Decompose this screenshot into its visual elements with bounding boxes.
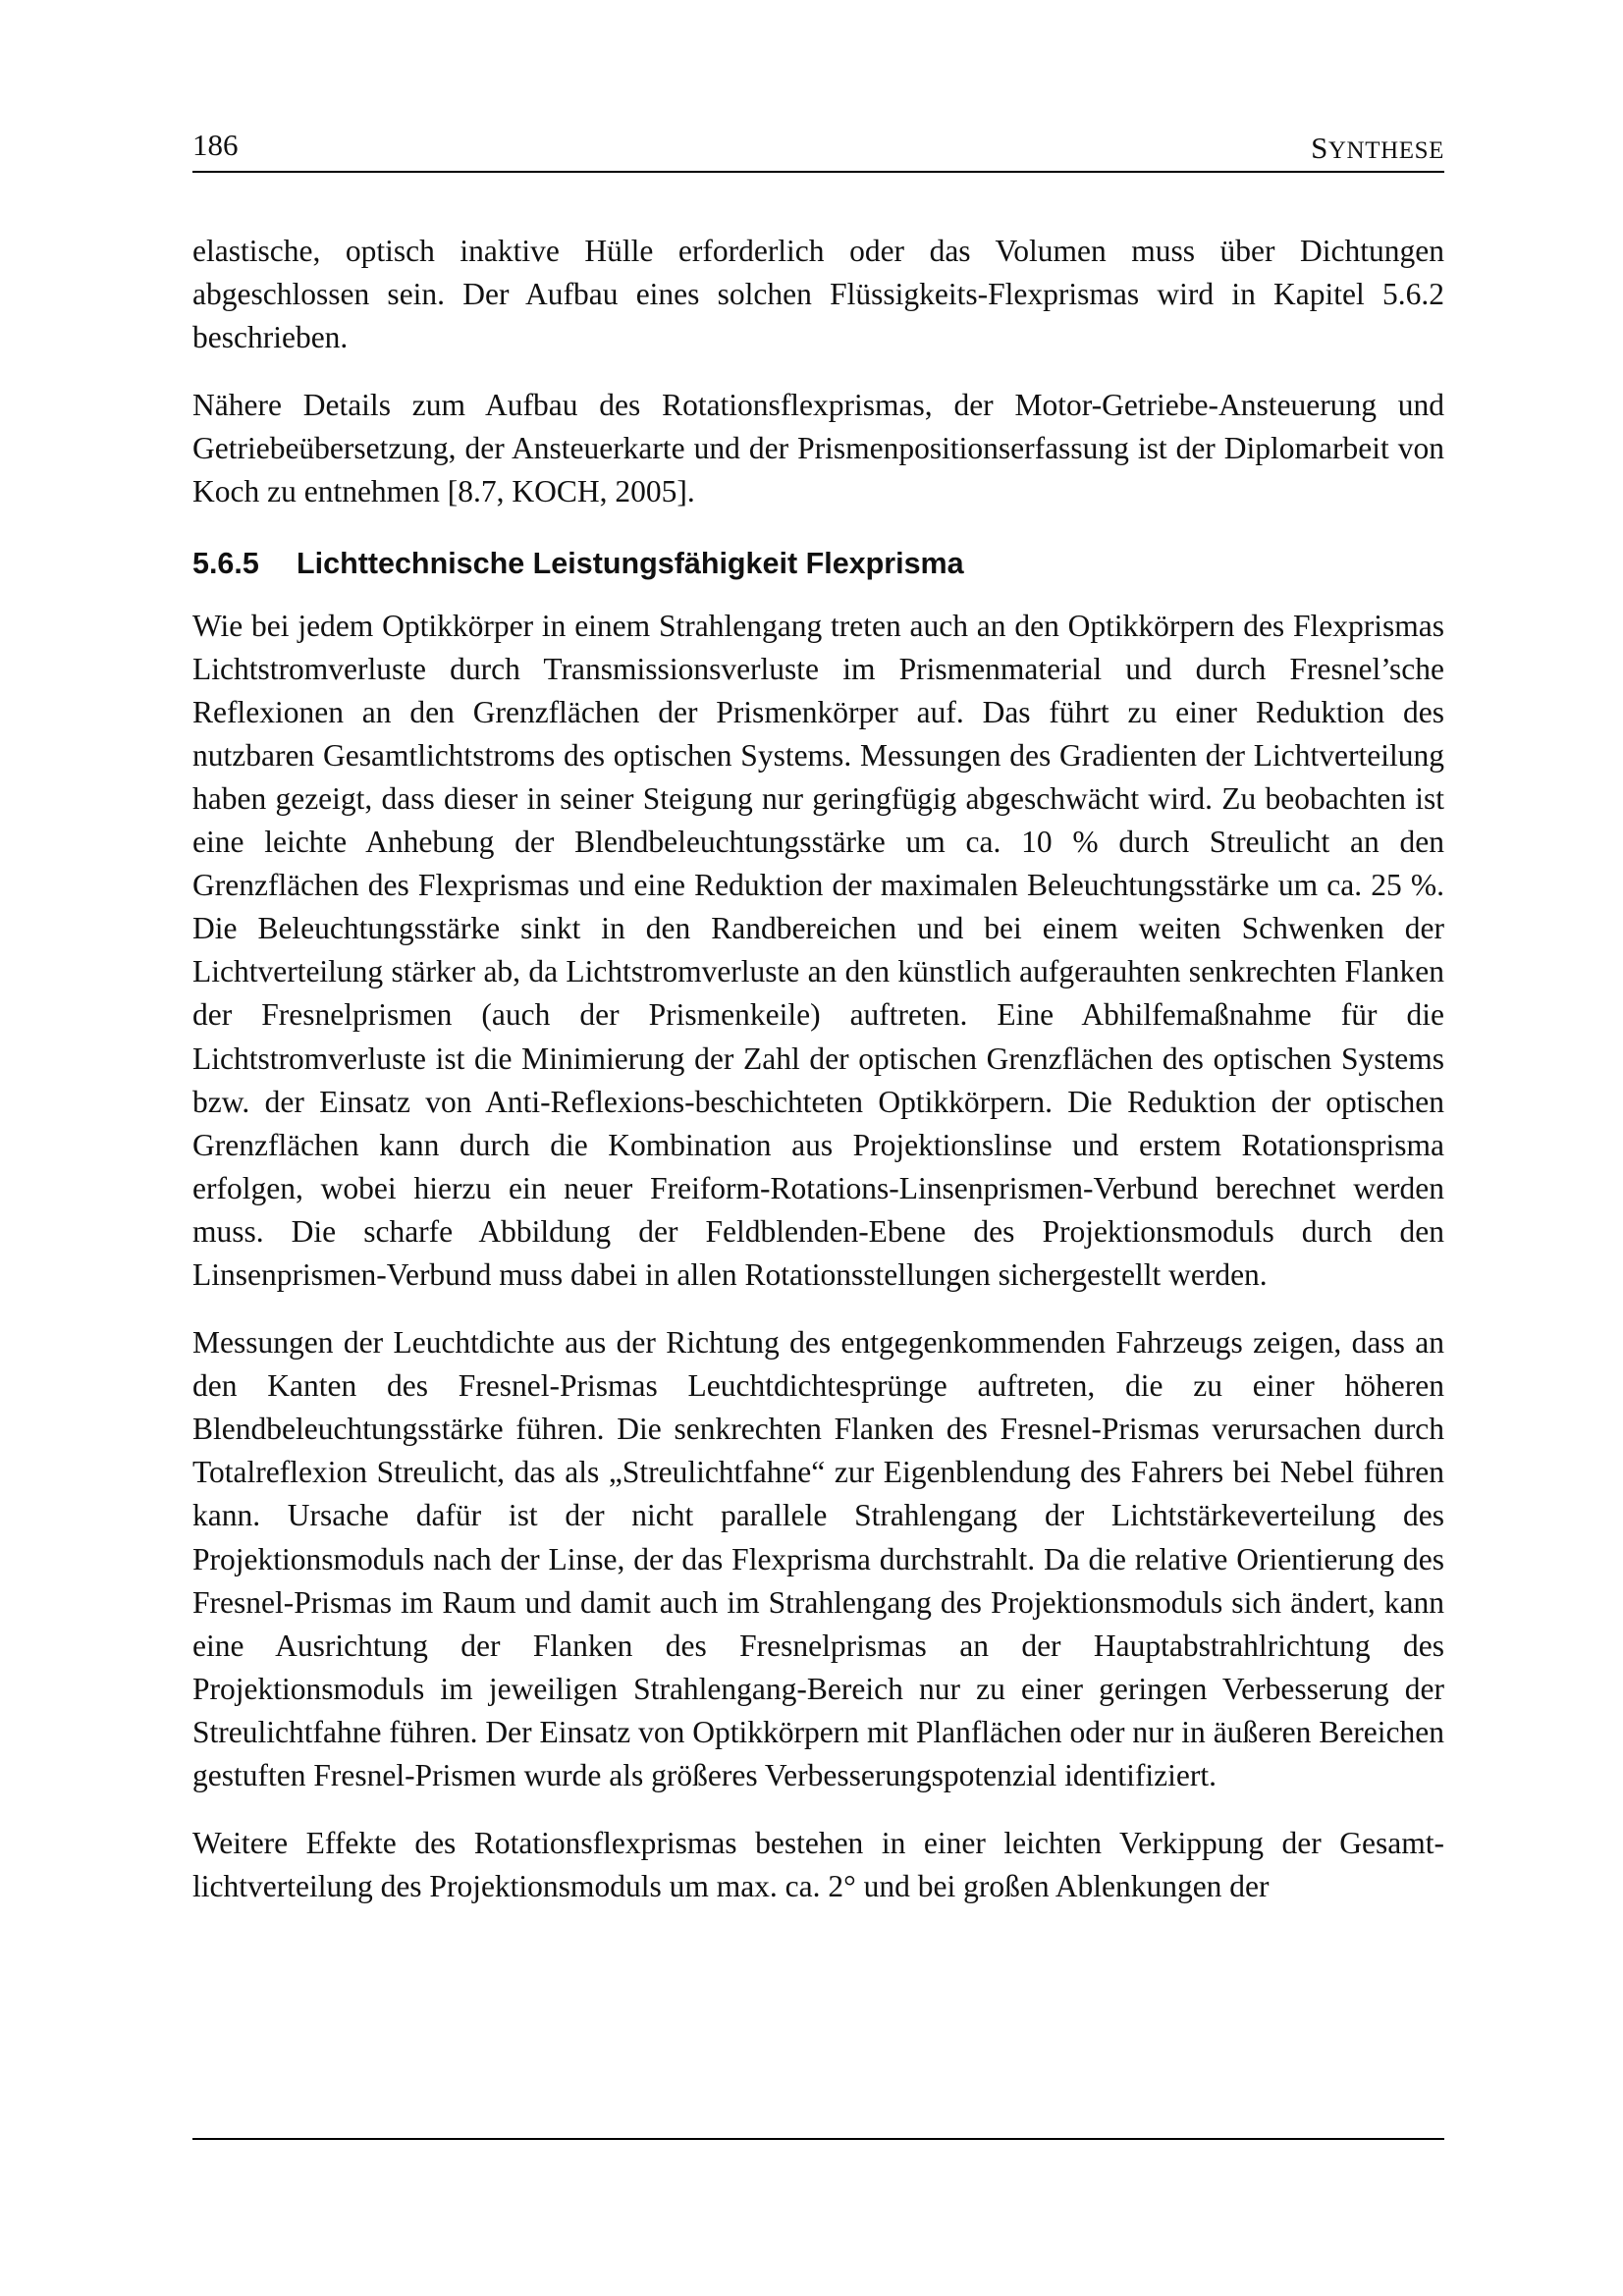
paragraph: Wie bei jedem Optikkörper in einem Strahlengang treten auch an den Optikkörpern des Flexprismas Lichtstromverluste durch Transmissionsverluste im Prismenmaterial und durch Fresnel’sche Reflexionen an den Grenzflächen der Prismenkörper auf. Das führt zu einer Reduktion des nutzbaren Gesamtlichtstroms des optischen Systems. Messungen des Gradienten der Lichtverteilung haben gezeigt, dass dieser in seiner Steigung nur geringfügig abgeschwächt wird. Zu beobachten ist eine leichte Anhebung der Blendbeleuchtungsstärke um ca. 10 % durch Streulicht an den Grenzflächen des Flexprismas und eine Reduktion der maximalen Beleuchtungsstärke um ca. 25 %. Die Beleuchtungsstärke sinkt in den Randbereichen und bei einem weiten Schwenken der Lichtverteilung stärker ab, da Lichtstromverluste an den künstlich aufgerauhten senkrechten Flanken der Fresnelprismen (auch der Prismenkeile) auftreten. Eine Abhilfemaßnahme für die Lichtstromverluste ist die Minimierung der Zahl der optischen Grenzflächen des optischen Systems bzw. der Einsatz von Anti-Reflexions-beschichteten Optikkörpern. Die Reduktion der optischen Grenzflächen kann durch die Kombination aus Projektionslinse und erstem Rotationsprisma erfolgen, wobei hierzu ein neuer Freiform-Rotations-Linsenprismen-Verbund berechnet werden muss. Die scharfe Abbildung der Feldblenden-Ebene des Projektionsmoduls durch den Linsenprismen-Verbund muss dabei in allen Rotationsstellungen sichergestellt werden.: [192, 608, 1444, 1292]
paragraph: Messungen der Leuchtdichte aus der Richtung des entgegenkommenden Fahrzeugs zeigen, dass an den Kanten des Fresnel-Prismas Leuchtdichtesprünge auftreten, die zu einer höheren Blendbeleuchtungsstärke führen. Die senkrechten Flanken des Fresnel-Prismas verursachen durch Totalreflexion Streulicht, das als „Streulichtfahne“ zur Eigenblendung des Fahrers bei Nebel führen kann. Ursache dafür ist der nicht parallele Strahlengang der Lichtstärkeverteilung des Projektionsmoduls nach der Linse, der das Flexprisma durchstrahlt. Da die relative Orientierung des Fresnel-Prismas im Raum und damit auch im Strahlengang des Projektionsmoduls sich ändert, kann eine Ausrichtung der Flanken des Fresnelprismas an der Hauptabstrahlrichtung des Projektionsmoduls im jeweiligen Strahlengang-Bereich nur zu einer geringen Verbesserung der Streulichtfahne führen. Der Einsatz von Optikkörpern mit Planflächen oder nur in äußeren Bereichen gestuften Fresnel-Prismen wurde als größeres Verbesserungspotenzial identifiziert.: [192, 1325, 1444, 1792]
chapter-title-rest: YNTHESE: [1327, 137, 1444, 164]
chapter-title: [1311, 133, 1444, 166]
section-heading: [192, 544, 1444, 583]
document-page: [192, 0, 1444, 2296]
footer-rule: [192, 2138, 1444, 2140]
paragraph: elastische, optisch inaktive Hülle erforderlich oder das Volumen muss über Dichtungen abgeschlossen sein. Der Aufbau eines solchen Flüssigkeits-Flexprismas wird in Kapitel 5.6.2 beschrieben.: [192, 234, 1444, 355]
chapter-title-initial: S: [1311, 131, 1328, 165]
running-header: [192, 126, 1444, 173]
section-title: Lichttechnische Leistungsfähigkeit Flexprisma: [297, 546, 964, 580]
section-number: 5.6.5: [192, 546, 259, 580]
paragraph: Nähere Details zum Aufbau des Rotationsflexprismas, der Motor-Getriebe-Ansteuerung und Getriebeübersetzung, der Ansteuerkarte und der Prismenpositionserfassung ist der Diplomarbeit von Koch zu entnehmen [8.7, KOCH, 2005].: [192, 388, 1444, 509]
paragraph: Weitere Effekte des Rotationsflexprismas bestehen in einer leichten Verkippung der Gesamtlichtverteilung des Projektionsmoduls um max. ca. 2° und bei großen Ablenkungen der: [192, 1826, 1444, 1904]
page-number: 186: [192, 128, 239, 162]
body-text: [192, 230, 1444, 1908]
